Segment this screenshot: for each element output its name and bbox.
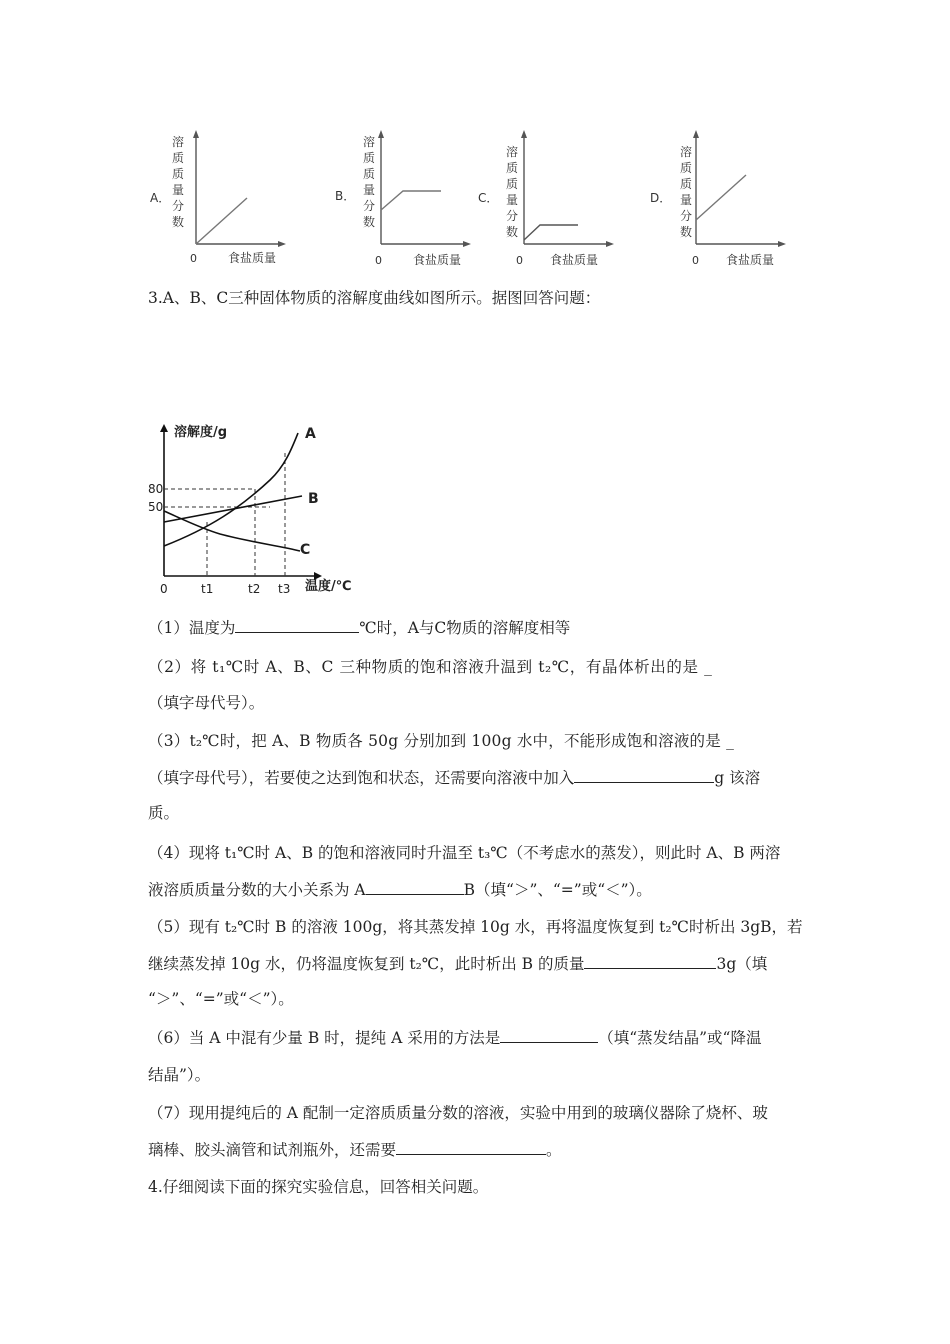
line-text: （填“蒸发结晶”或“降温	[598, 1029, 762, 1047]
y-char: 质	[506, 177, 519, 191]
line-text: （7）现用提纯后的 A 配制一定溶质质量分数的溶液，实验中用到的玻璃仪器除了烧杯、玻	[148, 1104, 768, 1122]
y-axis-arrow	[160, 424, 168, 432]
y-char: 数	[172, 215, 185, 229]
answer-blank[interactable]	[574, 766, 714, 783]
line-text: （4）现将 t₁℃时 A、B 的饱和溶液同时升温至 t₃℃（不考虑水的蒸发），则此时 A、B 两溶	[148, 844, 781, 862]
line-text: 质。	[148, 804, 180, 822]
q3-part3-line1	[148, 730, 734, 752]
y-char: 质	[680, 161, 693, 175]
line-text: 3g（填	[716, 955, 768, 973]
line-text: 继续蒸发掉 10g 水，仍将温度恢复到 t₂℃，此时析出 B 的质量	[148, 955, 585, 973]
line-text: （填字母代号）。	[148, 694, 265, 712]
y-char: 量	[680, 193, 693, 207]
line-text: （3）t₂℃时，把 A、B 物质各 50g 分别加到 100g 水中，不能形成饱和溶液的是 _	[148, 732, 735, 750]
y-char: 质	[680, 177, 693, 191]
y-char: 分	[506, 209, 519, 223]
option-label: A．	[150, 191, 171, 205]
x-tick-t2: t2	[248, 582, 261, 596]
curve-b	[164, 496, 302, 522]
option-label: B．	[335, 189, 356, 203]
y-char: 分	[680, 209, 693, 223]
y-char: 溶	[680, 145, 693, 159]
line-text: 。	[546, 1141, 562, 1159]
q3-part7-line1	[148, 1102, 768, 1124]
x-axis-label: 食盐质量	[228, 251, 277, 265]
y-char: 分	[172, 199, 185, 213]
option-label: C．	[478, 191, 499, 205]
y-char: 分	[363, 199, 376, 213]
q3-part3-line3	[148, 802, 179, 824]
curve-c	[164, 511, 300, 551]
option-label: D．	[650, 191, 672, 205]
line-text: （5）现有 t₂℃时 B 的溶液 100g，将其蒸发掉 10g 水，再将温度恢复到 t₂℃时析出 3gB，若	[148, 918, 803, 936]
q3-part7-line2	[148, 1138, 562, 1161]
y-axis-label: 溶解度/g	[174, 425, 228, 440]
y-tick-80: 80	[148, 482, 164, 496]
origin-label: 0	[692, 254, 699, 267]
option-graph-b	[335, 128, 475, 270]
origin-label: 0	[160, 582, 168, 596]
line-text: （6）当 A 中混有少量 B 时，提纯 A 采用的方法是	[148, 1029, 501, 1047]
curve-label-a: A	[305, 426, 316, 442]
curve-label-b: B	[308, 491, 319, 507]
question-4-title: 4.仔细阅读下面的探究实验信息，回答相关问题。	[148, 1178, 489, 1196]
origin-label: 0	[375, 254, 382, 267]
line-text: 结晶”）。	[148, 1066, 211, 1084]
option-graph-a	[150, 128, 290, 270]
y-char: 数	[506, 225, 519, 239]
q3-part6-line1	[148, 1026, 761, 1049]
q3-part4-line1	[148, 842, 780, 864]
x-axis-label: 食盐质量	[413, 253, 462, 267]
y-char: 质	[172, 167, 185, 181]
y-char: 质	[363, 151, 376, 165]
y-char: 质	[172, 151, 185, 165]
x-axis-label: 温度/℃	[305, 579, 352, 594]
line-text: B（填“＞”、“=”或“＜”）。	[463, 881, 652, 899]
y-char: 溶	[363, 135, 376, 149]
y-char: 数	[680, 225, 693, 239]
answer-blank[interactable]	[366, 878, 464, 895]
y-tick-50: 50	[148, 500, 164, 514]
q3-part5-line2	[148, 952, 767, 975]
y-char: 溶	[506, 145, 519, 159]
answer-blank[interactable]	[235, 616, 359, 633]
line-text: “＞”、“=”或“＜”）。	[148, 990, 294, 1008]
q3-part2-line2	[148, 692, 264, 714]
y-char: 数	[363, 215, 376, 229]
y-char: 质	[506, 161, 519, 175]
option-graph-d	[650, 128, 790, 270]
line-text: g 该溶	[714, 769, 761, 787]
line-text: （2）将 t₁℃时 A、B、C 三种物质的饱和溶液升温到 t₂℃，有晶体析出的是 _	[148, 658, 713, 676]
line-text: 液溶质质量分数的大小关系为 A	[148, 881, 366, 899]
x-tick-t3: t3	[278, 582, 291, 596]
q3-part4-line2	[148, 878, 652, 901]
origin-label: 0	[516, 254, 523, 267]
q3-part3-line2	[148, 766, 760, 789]
line-text: （1）温度为	[148, 619, 236, 637]
line-text: 璃棒、胶头滴管和试剂瓶外，还需要	[148, 1141, 397, 1159]
y-char: 质	[363, 167, 376, 181]
y-char: 溶	[172, 135, 185, 149]
curve-label-c: C	[300, 542, 311, 558]
line-text: （填字母代号），若要使之达到饱和状态，还需要向溶液中加入	[148, 769, 575, 787]
solubility-chart	[140, 418, 352, 598]
x-axis-label: 食盐质量	[550, 253, 599, 267]
answer-blank[interactable]	[500, 1026, 598, 1043]
q3-part5-line1	[148, 916, 803, 938]
option-graph-c	[478, 128, 618, 270]
q3-part5-line3	[148, 988, 294, 1010]
question-3-title: 3.A、B、C三种固体物质的溶解度曲线如图所示。据图回答问题：	[148, 289, 601, 307]
x-axis-label: 食盐质量	[726, 253, 775, 267]
line-text: ℃时，A与C物质的溶解度相等	[359, 619, 571, 637]
q3-part1	[148, 616, 570, 639]
y-char: 量	[506, 193, 519, 207]
x-tick-t1: t1	[201, 582, 214, 596]
y-char: 量	[363, 183, 376, 197]
answer-blank[interactable]	[584, 952, 716, 969]
q3-part2-line1	[148, 656, 712, 678]
origin-label: 0	[190, 252, 197, 265]
answer-blank[interactable]	[396, 1138, 546, 1155]
q3-part6-line2	[148, 1064, 210, 1086]
y-char: 量	[172, 183, 185, 197]
